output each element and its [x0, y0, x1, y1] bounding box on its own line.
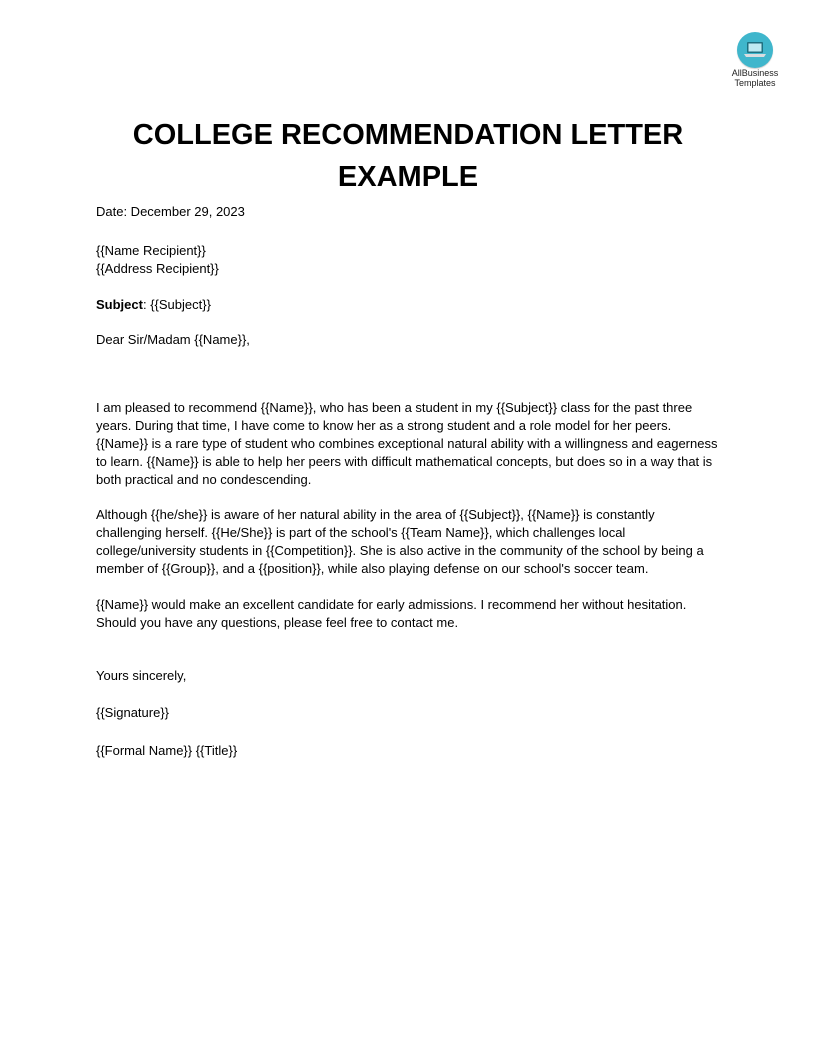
- document-title: COLLEGE RECOMMENDATION LETTER EXAMPLE: [132, 119, 684, 193]
- salutation: Dear Sir/Madam {{Name}},: [96, 332, 250, 347]
- body-paragraph-2: Although {{he/she}} is aware of her natural ability in the area of {{Subject}}, {{Name}} is constantly challenging herself. {{He/She}} is part of the school's {{Team Name}}, which challenges local college/university students in {{Competition}}. She is also active in the community of the school by being a member of {{Group}}, and a {{position}}, while also playing defense on our school's soccer team.: [96, 507, 704, 576]
- subject-value: : {{Subject}}: [142, 297, 211, 312]
- laptop-icon: [744, 41, 766, 59]
- recipient-name: {{Name Recipient}}: [96, 243, 206, 258]
- body-paragraph-3: {{Name}} would make an excellent candidate for early admissions. I recommend her without hesitation. Should you have any questions, please feel free to contact me.: [96, 597, 687, 630]
- body-paragraph-1: I am pleased to recommend {{Name}}, who has been a student in my {{Subject}} class for the past three years. During that time, I have come to know her as a strong student and a role model for her peers. {{Name}} is a rare type of student who combines exceptional natural ability with a willingness and eagerness to learn. {{Name}} is able to help her peers with difficult mathematical concepts, but does so in a way that is both practical and no condescending.: [96, 400, 718, 487]
- closing: Yours sincerely,: [96, 668, 187, 683]
- date-line: Date: December 29, 2023: [96, 204, 245, 219]
- subject-label: Subject: [96, 297, 143, 312]
- signature-placeholder: {{Signature}}: [96, 705, 170, 720]
- allbusiness-templates-logo: [724, 32, 786, 88]
- logo-text-line1: AllBusiness: [731, 68, 779, 78]
- formal-name-title: {{Formal Name}} {{Title}}: [96, 743, 238, 758]
- recipient-address: {{Address Recipient}}: [96, 261, 219, 276]
- subject-line: [96, 296, 211, 314]
- logo-badge: [737, 32, 773, 68]
- logo-text-line2: Templates: [734, 78, 776, 88]
